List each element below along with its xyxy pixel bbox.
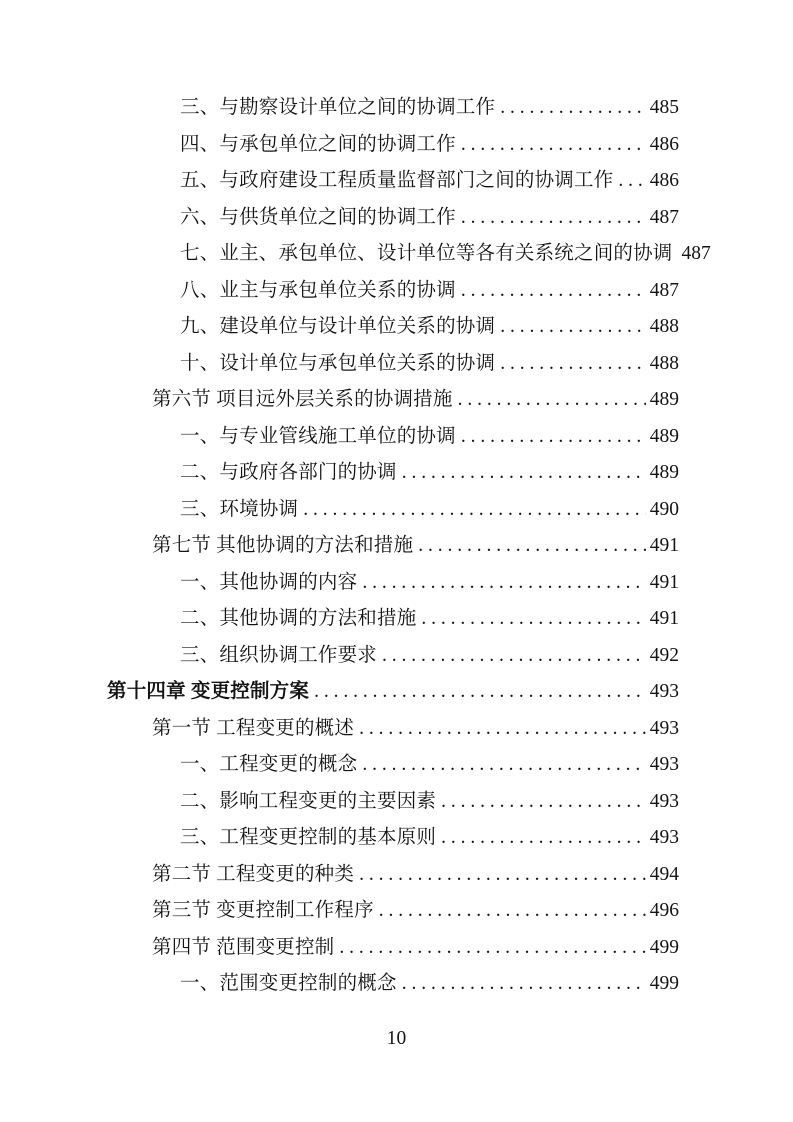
toc-entry-page: 491 (649, 608, 679, 629)
toc-entry-label: 一、范围变更控制的概念 (180, 973, 397, 994)
toc-entry (107, 492, 679, 529)
toc-entry-page: 487 (649, 206, 679, 228)
toc-entry-chapter (107, 674, 679, 711)
toc-entry-page: 489 (649, 389, 679, 410)
toc-entry-label: 第十四章 变更控制方案 (107, 681, 310, 702)
toc-entry (107, 309, 679, 346)
toc-entry-page: 489 (649, 462, 679, 483)
toc-dot-leader (379, 893, 646, 930)
toc-dot-leader (362, 565, 645, 602)
toc-entry-page: 487 (649, 279, 679, 301)
toc-entry-page: 493 (649, 827, 679, 848)
toc-entry-page: 493 (649, 681, 679, 702)
toc-entry (107, 163, 679, 200)
toc-entry-page: 485 (649, 97, 679, 118)
toc-entry-page: 496 (649, 900, 679, 921)
toc-dot-leader (461, 127, 646, 164)
toc-entry-page: 499 (649, 973, 679, 994)
toc-entry (107, 601, 679, 638)
toc-dot-leader (500, 90, 646, 127)
toc-dot-leader (402, 966, 646, 1003)
toc-entry-label: 第三节 变更控制工作程序 (152, 900, 374, 921)
toc-dot-leader (461, 273, 646, 310)
toc-dot-leader (441, 784, 646, 821)
toc-entry-page: 488 (649, 316, 679, 337)
toc-dot-leader (402, 455, 646, 492)
toc-entry (107, 966, 679, 1003)
toc-entry-page: 493 (649, 754, 679, 775)
page-number: 10 (386, 1028, 407, 1049)
toc-entry-label: 三、组织协调工作要求 (180, 644, 378, 666)
toc-entry (107, 236, 711, 273)
toc-entry-page: 494 (649, 863, 679, 885)
toc-entry-label: 一、与专业管线施工单位的协调 (180, 425, 456, 447)
toc-entry-label: 第四节 范围变更控制 (152, 936, 335, 958)
toc-dot-leader (461, 419, 646, 456)
toc-entry-page: 491 (649, 571, 679, 593)
toc-entry-label: 第六节 项目远外层关系的协调措施 (152, 389, 453, 410)
toc-entry-label: 一、工程变更的概念 (180, 754, 358, 775)
toc-dot-leader (441, 820, 646, 857)
toc-dot-leader (500, 309, 646, 346)
toc-entry-label: 八、业主与承包单位关系的协调 (180, 279, 456, 301)
toc-dot-leader (418, 528, 646, 565)
toc-entry-page: 499 (649, 936, 679, 958)
toc-entry-label: 十、设计单位与承包单位关系的协调 (180, 352, 496, 374)
toc-dot-leader (382, 638, 646, 675)
toc-entry (107, 127, 679, 164)
toc-entry-label: 一、其他协调的内容 (180, 571, 358, 593)
toc-entry-label: 三、与勘察设计单位之间的协调工作 (180, 97, 496, 118)
toc-list (107, 90, 711, 1003)
toc-dot-leader (303, 492, 646, 529)
toc-entry (107, 273, 679, 310)
toc-entry-page: 491 (649, 535, 679, 556)
toc-dot-leader (500, 346, 646, 383)
toc-entry-label: 三、环境协调 (180, 498, 299, 520)
toc-entry (107, 346, 679, 383)
toc-entry (107, 382, 679, 419)
toc-entry-page: 493 (649, 790, 679, 812)
toc-dot-leader (458, 382, 646, 419)
toc-dot-leader (618, 163, 645, 200)
toc-entry (107, 565, 679, 602)
toc-entry (107, 930, 679, 967)
toc-entry-label: 四、与承包单位之间的协调工作 (180, 133, 456, 155)
toc-entry-page: 492 (649, 644, 679, 666)
toc-entry-label: 第七节 其他协调的方法和措施 (152, 535, 414, 556)
toc-entry-label: 二、与政府各部门的协调 (180, 462, 397, 483)
toc-entry-page: 487 (681, 243, 711, 264)
toc-entry (107, 638, 679, 675)
toc-dot-leader (339, 930, 645, 967)
toc-entry (107, 90, 679, 127)
toc-entry-page: 488 (649, 352, 679, 374)
toc-dot-leader (359, 857, 646, 894)
toc-entry-label: 七、业主、承包单位、设计单位等各有关系统之间的协调 (180, 243, 673, 264)
toc-entry (107, 747, 679, 784)
toc-entry (107, 857, 679, 894)
toc-entry-page: 486 (649, 133, 679, 155)
toc-dot-leader (421, 601, 645, 638)
toc-entry (107, 784, 679, 821)
toc-entry-label: 三、工程变更控制的基本原则 (180, 827, 437, 848)
toc-entry-page: 493 (649, 717, 679, 739)
toc-dot-leader (461, 200, 646, 237)
toc-entry-page: 489 (649, 425, 679, 447)
toc-entry (107, 419, 679, 456)
toc-entry-page: 490 (649, 498, 679, 520)
toc-entry-page: 486 (649, 170, 679, 191)
toc-entry (107, 711, 679, 748)
toc-entry-label: 第二节 工程变更的种类 (152, 863, 355, 885)
toc-entry-label: 六、与供货单位之间的协调工作 (180, 206, 456, 228)
toc-entry (107, 893, 679, 930)
toc-dot-leader (359, 711, 646, 748)
toc-entry-label: 第一节 工程变更的概述 (152, 717, 355, 739)
toc-entry (107, 820, 679, 857)
toc-entry-label: 二、影响工程变更的主要因素 (180, 790, 437, 812)
toc-entry (107, 455, 679, 492)
toc-entry (107, 200, 679, 237)
toc-entry-label: 五、与政府建设工程质量监督部门之间的协调工作 (180, 170, 614, 191)
toc-entry-label: 九、建设单位与设计单位关系的协调 (180, 316, 496, 337)
toc-entry (107, 528, 679, 565)
toc-dot-leader (362, 747, 645, 784)
toc-entry-label: 二、其他协调的方法和措施 (180, 608, 417, 629)
toc-dot-leader (314, 674, 646, 711)
